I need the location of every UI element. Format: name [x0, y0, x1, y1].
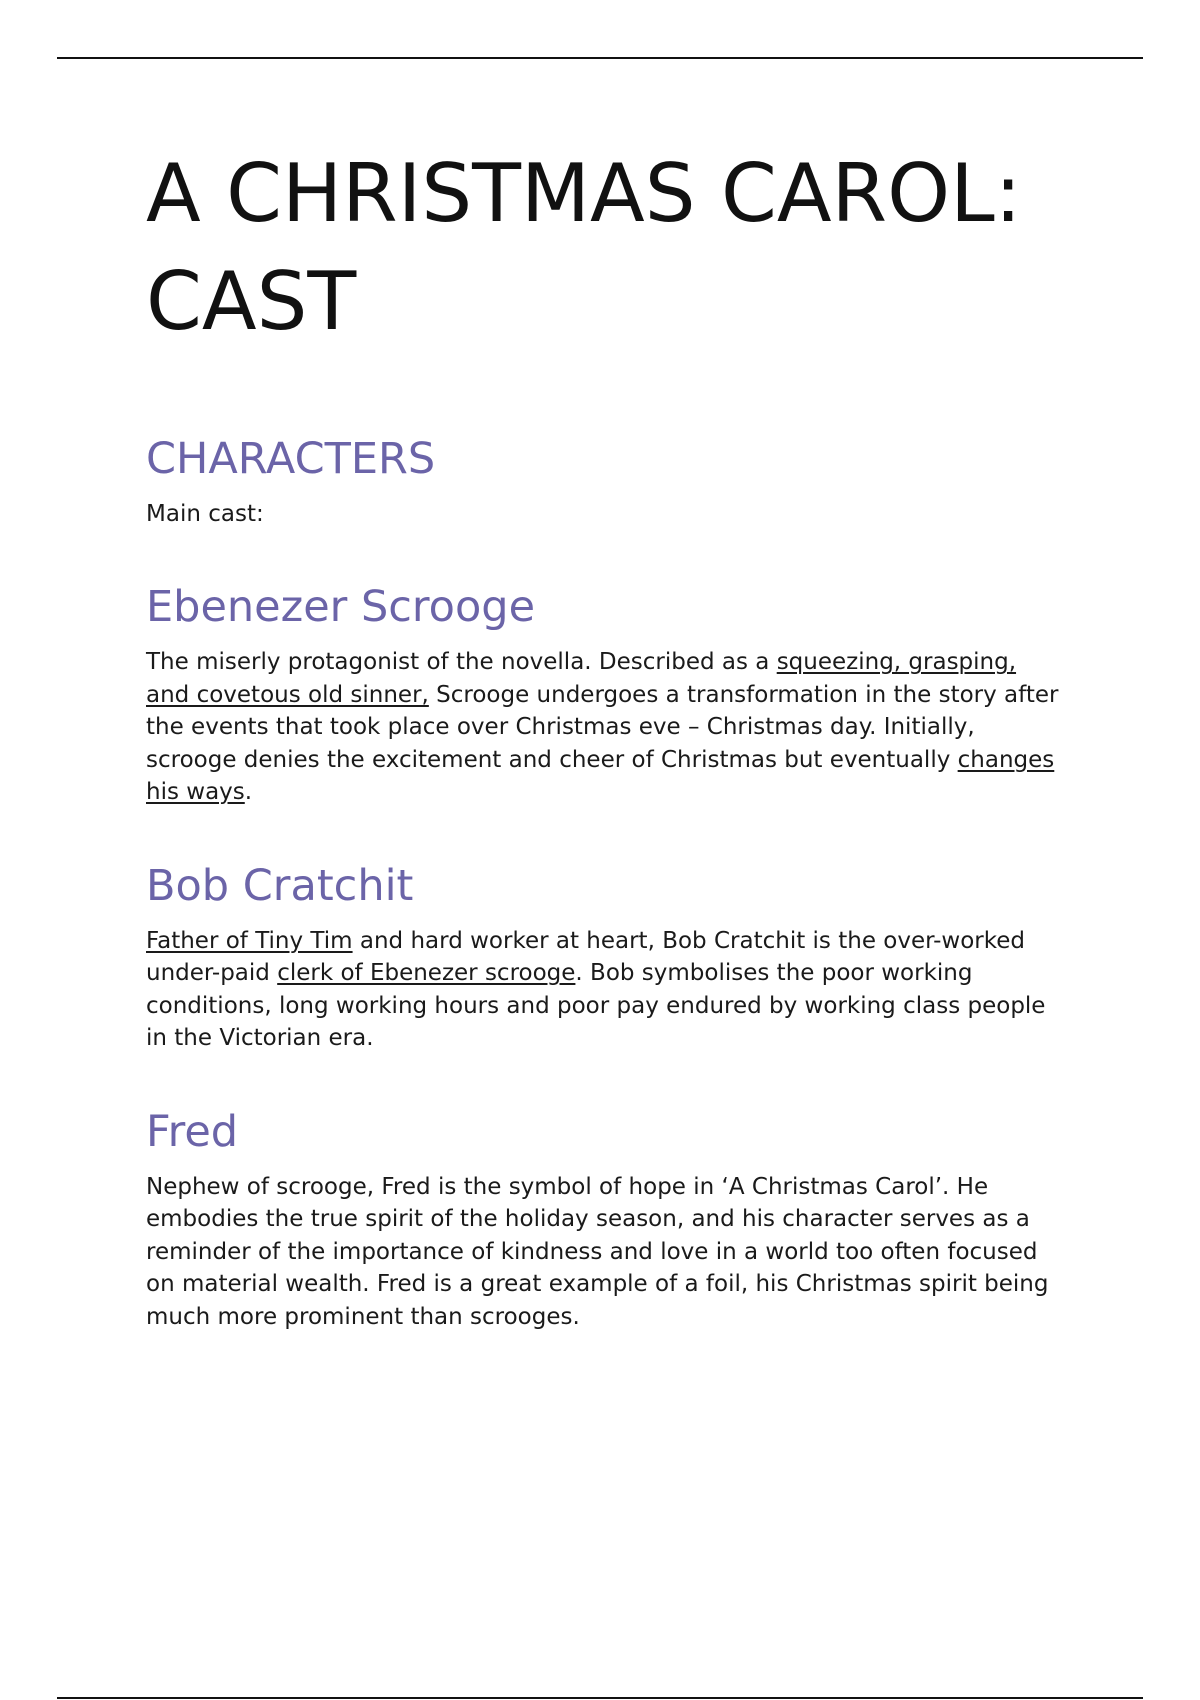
section-heading-characters: CHARACTERS [146, 434, 436, 484]
underlined-quote: Father of Tiny Tim [146, 927, 353, 954]
description-text: . Bob symbolises the poor working conditions, long working hours and poor pay endured by working class people in the Victorian era. [146, 960, 1046, 1051]
character-description [146, 646, 1066, 809]
description-text: The miserly protagonist of the novella. Described as a [146, 649, 777, 675]
title-line-1: A CHRISTMAS CAROL: [146, 147, 1022, 240]
description-text: Nephew of scrooge, Fred is the symbol of hope in ‘A Christmas Carol’. He embodies the true spirit of the holiday season, and his character serves as a reminder of the importance of kindness and love in a world too often focused on material wealth. Fred is a great example of a foil, his Christmas spirit being much more prominent than scrooges. [146, 1173, 1049, 1330]
underlined-quote: squeezing, grasping, and covetous old sinner, [146, 649, 1017, 708]
underlined-quote: changes his ways [146, 746, 1055, 805]
description-text: . [244, 779, 253, 805]
character-description [146, 1171, 1066, 1334]
character-name: Bob Cratchit [146, 860, 414, 911]
title-line-2: CAST [146, 255, 357, 348]
document-title [146, 140, 1066, 356]
document-body [146, 140, 1066, 1333]
top-rule [57, 57, 1143, 59]
description-text: and hard worker at heart, Bob Cratchit is the over-worked under-paid [146, 927, 1025, 986]
character-bob-cratchit [146, 861, 1066, 1055]
character-name: Fred [146, 1106, 239, 1157]
intro-text: Main cast: [146, 501, 264, 527]
character-ebenezer-scrooge [146, 582, 1066, 809]
bottom-rule [57, 1697, 1143, 1699]
character-description [146, 925, 1066, 1055]
description-text: Scrooge undergoes a transformation in the story after the events that took place over Christmas eve – Christmas day. Initially, scrooge denies the excitement and cheer of Christmas but eventually [146, 681, 1059, 773]
underlined-quote: clerk of Ebenezer scrooge [277, 960, 576, 986]
character-fred [146, 1107, 1066, 1334]
character-name: Ebenezer Scrooge [146, 582, 536, 632]
